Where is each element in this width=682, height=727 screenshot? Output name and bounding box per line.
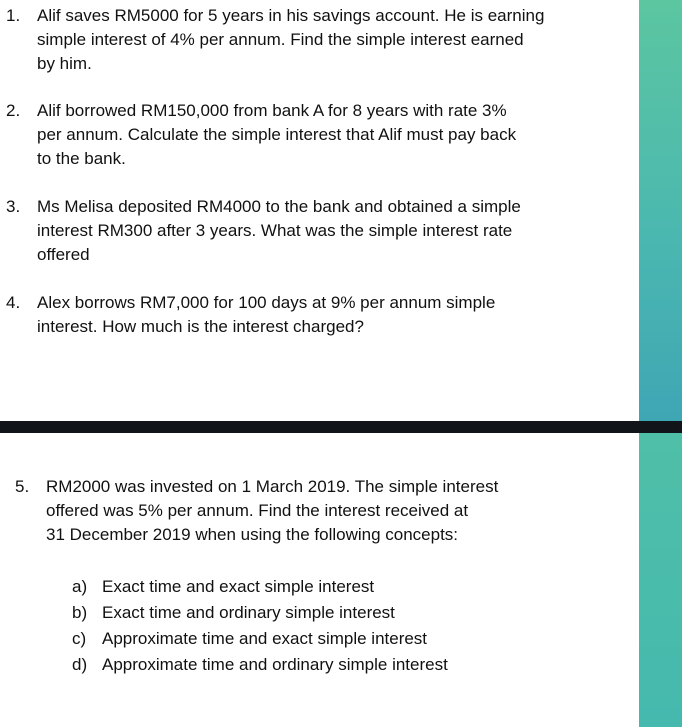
question-number: 4. bbox=[6, 293, 21, 312]
slide-bottom bbox=[0, 433, 682, 727]
question-text: RM2000 was invested on 1 March 2019. The simple interest offered was 5% per annum. Find the interest received at 31 December 2019 when using the following concepts: bbox=[46, 477, 499, 544]
sub-item-letter: b) bbox=[72, 603, 88, 622]
sub-item-text: Exact time and ordinary simple interest bbox=[102, 603, 395, 622]
sub-item-text: Exact time and exact simple interest bbox=[102, 577, 375, 596]
question-number: 5. bbox=[15, 477, 30, 496]
sub-item-text: Approximate time and exact simple interest bbox=[102, 629, 428, 648]
question-text: Alif saves RM5000 for 5 years in his savings account. He is earning simple interest of 4% per annum. Find the simple interest earned by him. bbox=[37, 6, 545, 73]
question-number: 1. bbox=[6, 6, 21, 25]
accent-side-bar bbox=[639, 433, 682, 727]
accent-side-bar bbox=[639, 0, 682, 421]
sub-item-letter: c) bbox=[72, 629, 87, 648]
question-text: Alif borrowed RM150,000 from bank A for 8 years with rate 3% per annum. Calculate the simple interest that Alif must pay back to the bank. bbox=[37, 101, 517, 168]
sub-item-text: Approximate time and ordinary simple interest bbox=[102, 655, 448, 674]
question-number: 2. bbox=[6, 101, 21, 120]
question-text: Alex borrows RM7,000 for 100 days at 9% per annum simple interest. How much is the interest charged? bbox=[37, 293, 496, 336]
slide-divider bbox=[0, 421, 682, 433]
question-text: Ms Melisa deposited RM4000 to the bank and obtained a simple interest RM300 after 3 years. What was the simple interest rate offered bbox=[37, 197, 521, 264]
question-number: 3. bbox=[6, 197, 21, 216]
sub-item-letter: a) bbox=[72, 577, 88, 596]
sub-item-letter: d) bbox=[72, 655, 88, 674]
